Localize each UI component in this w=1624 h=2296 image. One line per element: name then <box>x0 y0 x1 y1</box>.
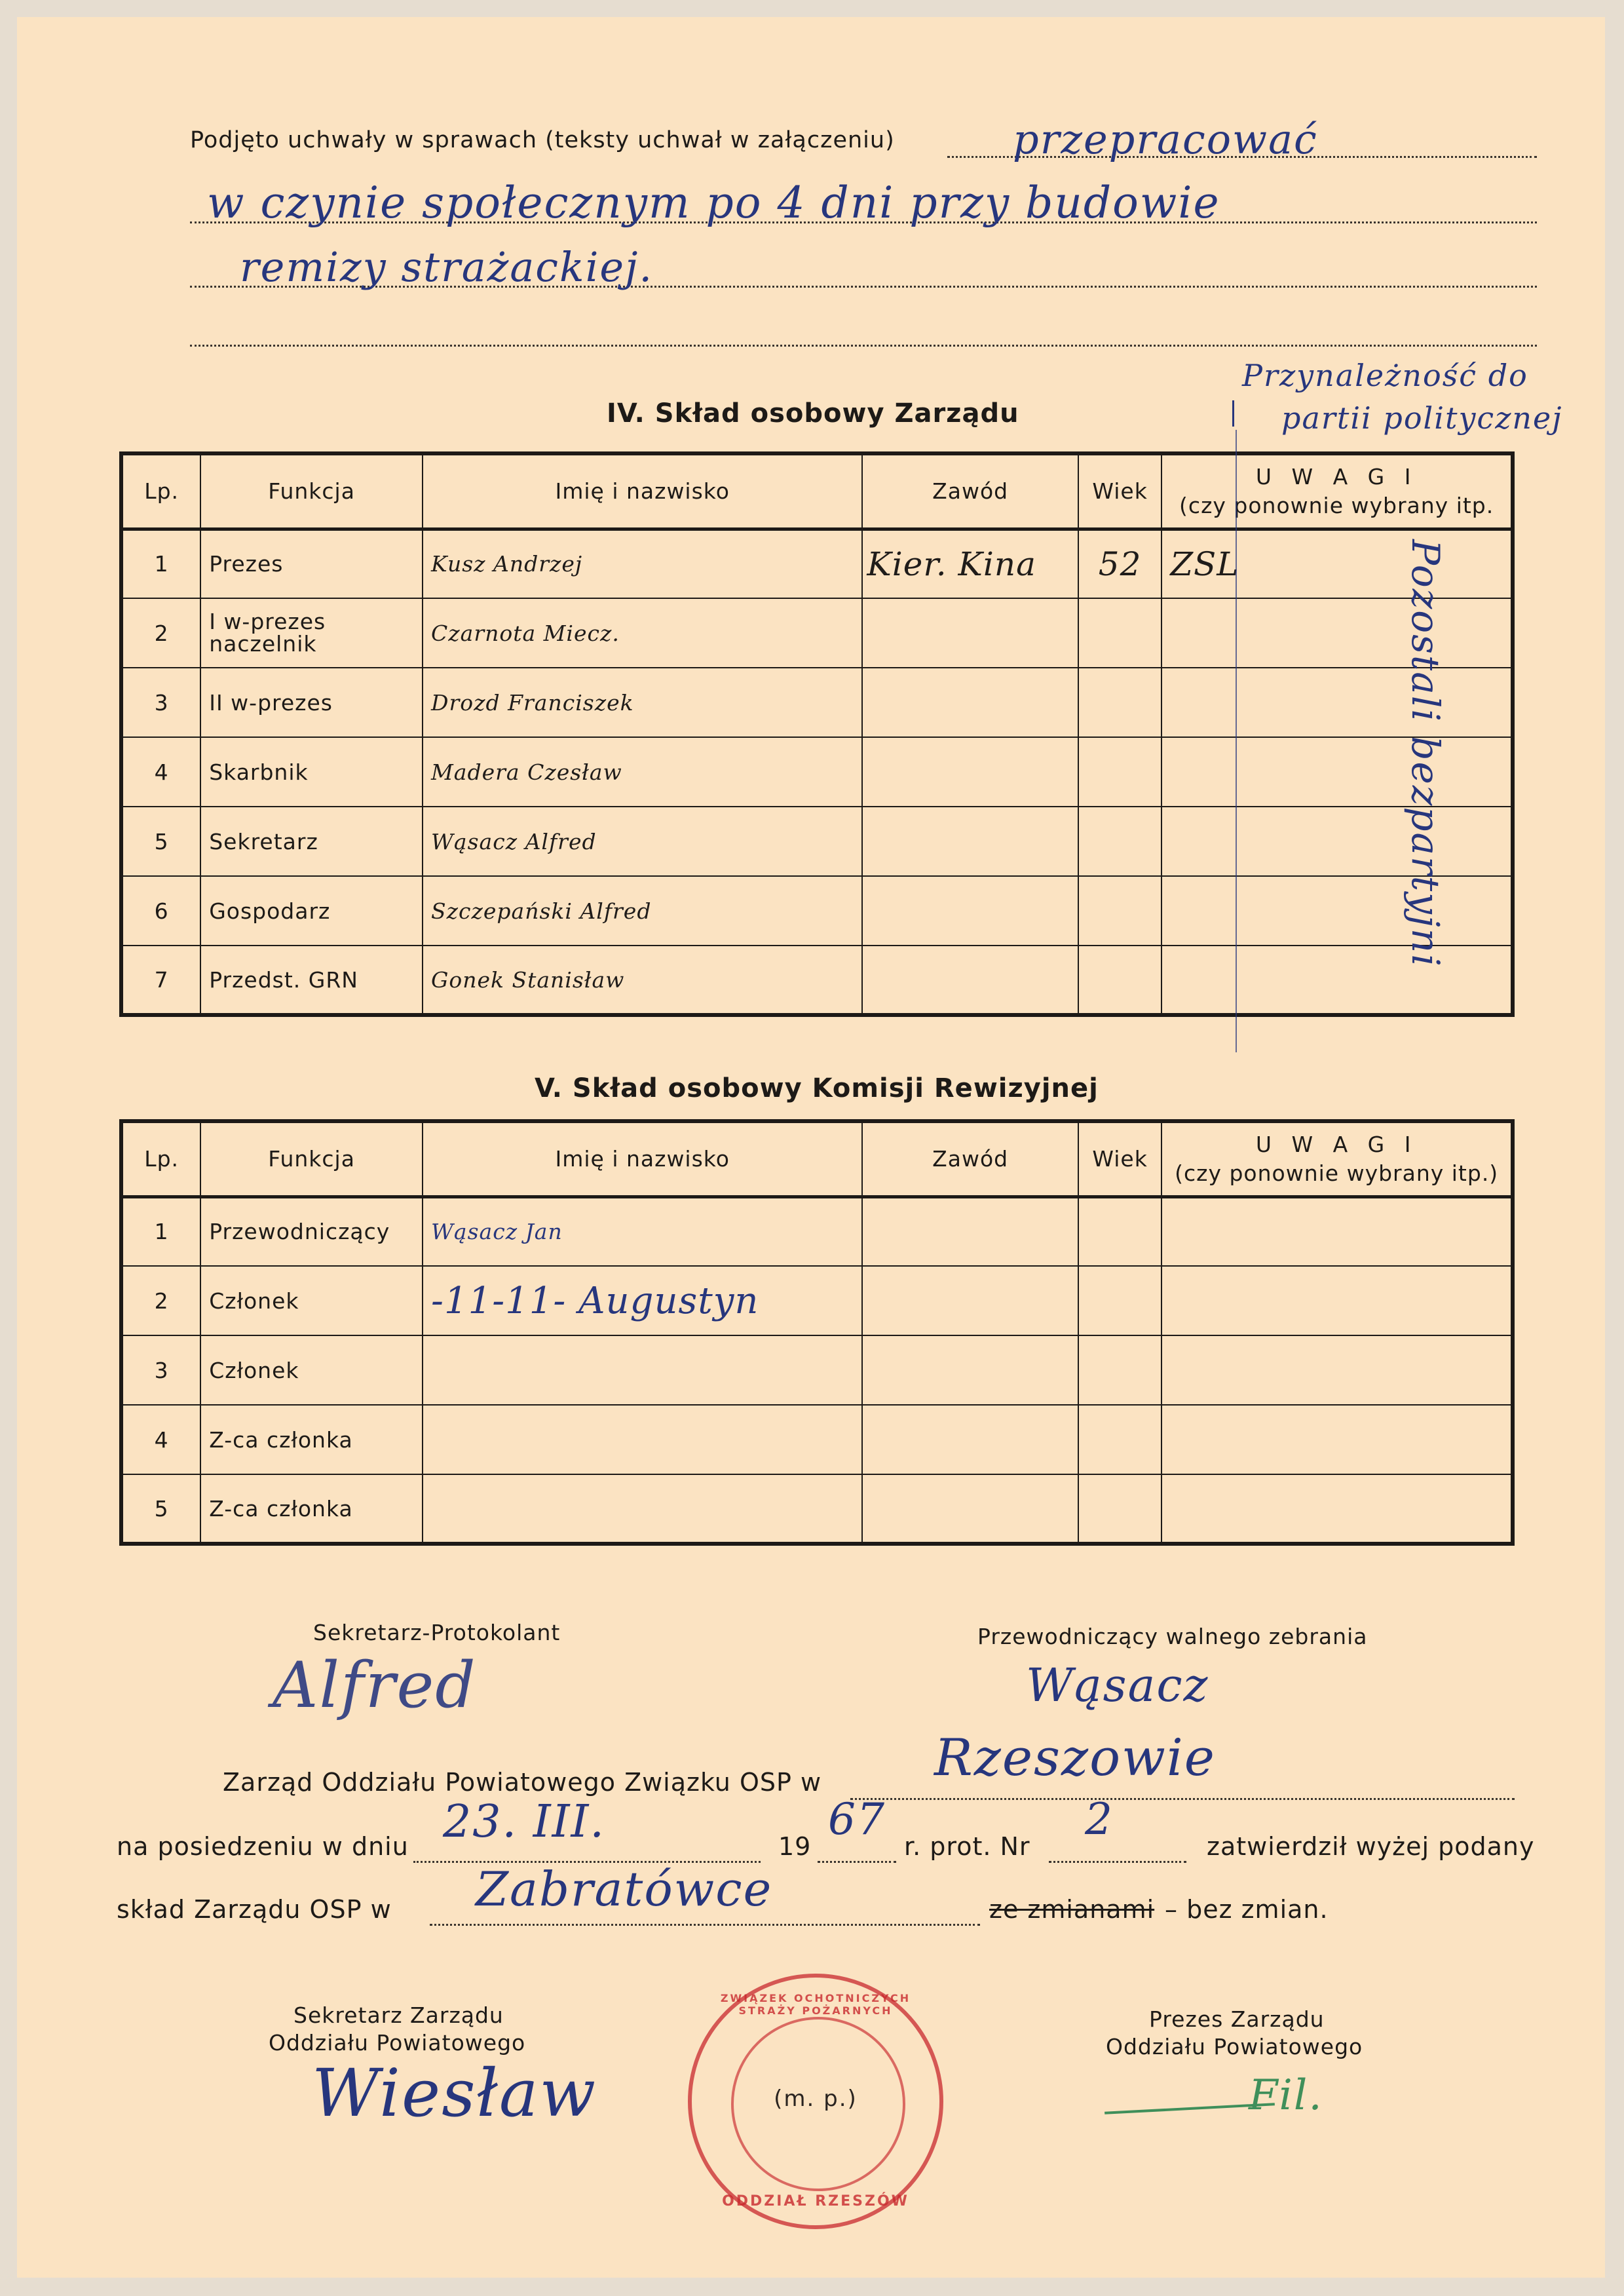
row-age <box>1078 1266 1161 1335</box>
row-occupation <box>862 1474 1078 1544</box>
row-remarks <box>1161 737 1513 807</box>
table-row <box>121 876 1513 946</box>
row-age <box>1078 946 1161 1015</box>
resolutions-label: Podjęto uchwały w sprawach (teksty uchwał w załączeniu) <box>190 127 895 153</box>
row-age <box>1078 1196 1161 1266</box>
row-occupation <box>862 1405 1078 1474</box>
stamp-bottom-text: ODDZIAŁ RZESZÓW <box>722 2193 909 2210</box>
row-remarks <box>1161 946 1513 1015</box>
row-function: Przewodniczący <box>200 1196 423 1266</box>
approval-line2-text-d: zatwierdził wyżej podany <box>1207 1832 1535 1861</box>
row-name: Kusz Andrzej <box>423 529 862 598</box>
row-name: Drozd Franciszek <box>423 668 862 737</box>
row-lp: 6 <box>121 876 200 946</box>
row-remarks: ZSL <box>1161 529 1513 598</box>
approval-date-handwritten: 23. III. <box>443 1796 605 1848</box>
row-function: Sekretarz <box>200 807 423 876</box>
row-lp: 5 <box>121 1474 200 1544</box>
row-age <box>1078 1335 1161 1405</box>
row-name: Szczepański Alfred <box>423 876 862 946</box>
table-row <box>121 1335 1513 1405</box>
header-age: Wiek <box>1078 1121 1161 1196</box>
resolution-handwritten-1: przepracować <box>1013 115 1318 163</box>
board-section-title: IV. Skład osobowy Zarządu <box>607 398 1019 429</box>
margin-note-bracket <box>1232 400 1234 427</box>
margin-note-line1: Przynależność do <box>1242 358 1528 393</box>
approval-location-handwritten: Zabratówce <box>476 1862 773 1917</box>
row-remarks <box>1161 668 1513 737</box>
row-lp: 2 <box>121 598 200 668</box>
row-function-line1: I w-prezes <box>209 609 326 634</box>
footer-left-signature: Wiesław <box>312 2055 597 2132</box>
row-occupation <box>862 946 1078 1015</box>
row-name: Wąsacz Alfred <box>423 807 862 876</box>
table-row <box>121 598 1513 668</box>
row-function-line2: naczelnik <box>209 631 317 657</box>
row-lp: 2 <box>121 1266 200 1335</box>
table-row <box>121 807 1513 876</box>
row-function: Członek <box>200 1266 423 1335</box>
dotted-line <box>190 345 1537 347</box>
dotted-line <box>430 1924 980 1926</box>
row-function: Członek <box>200 1335 423 1405</box>
document-page <box>17 17 1605 2278</box>
row-age <box>1078 598 1161 668</box>
table-row <box>121 529 1513 598</box>
footer-left-label-2: Oddziału Powiatowego <box>269 2030 526 2056</box>
chair-signature: Wąsacz <box>1026 1658 1209 1712</box>
row-age <box>1078 807 1161 876</box>
dotted-line <box>1049 1861 1186 1863</box>
footer-right-label-1: Prezes Zarządu <box>1149 2006 1325 2032</box>
secretary-protocol-label: Sekretarz-Protokolant <box>313 1620 561 1645</box>
row-name <box>423 1335 862 1405</box>
approval-nr-handwritten: 2 <box>1085 1794 1114 1845</box>
table-row <box>121 737 1513 807</box>
secretary-signature: Alfred <box>273 1649 477 1722</box>
row-occupation <box>862 876 1078 946</box>
row-lp: 1 <box>121 529 200 598</box>
row-lp: 4 <box>121 1405 200 1474</box>
header-occupation: Zawód <box>862 1121 1078 1196</box>
remarks-pencil-line <box>1236 430 1237 1052</box>
approval-year-handwritten: 67 <box>828 1794 886 1845</box>
row-name: Czarnota Miecz. <box>423 598 862 668</box>
header-age: Wiek <box>1078 453 1161 529</box>
dotted-line <box>850 1798 1515 1800</box>
header-lp: Lp. <box>121 453 200 529</box>
row-remarks <box>1161 1474 1513 1544</box>
row-remarks <box>1161 598 1513 668</box>
row-remarks <box>1161 807 1513 876</box>
row-occupation <box>862 1266 1078 1335</box>
header-remarks-title: U W A G I <box>1255 463 1418 489</box>
row-age: 52 <box>1078 529 1161 598</box>
header-name: Imię i nazwisko <box>423 453 862 529</box>
table-row <box>121 1266 1513 1335</box>
row-name: Wąsacz Jan <box>423 1196 862 1266</box>
row-function: II w-prezes <box>200 668 423 737</box>
header-remarks-sub: (czy ponownie wybrany itp. <box>1179 492 1494 518</box>
row-lp: 7 <box>121 946 200 1015</box>
row-function <box>200 598 423 668</box>
footer-right-label-2: Oddziału Powiatowego <box>1106 2034 1363 2059</box>
row-lp: 3 <box>121 1335 200 1405</box>
approval-district-handwritten: Rzeszowie <box>934 1729 1216 1788</box>
row-name <box>423 1474 862 1544</box>
table-row <box>121 1405 1513 1474</box>
approval-struck-text: ze zmianami <box>989 1895 1155 1924</box>
official-stamp <box>688 1974 943 2229</box>
row-age <box>1078 668 1161 737</box>
approval-line3-text-b: – bez zmian. <box>1165 1895 1329 1924</box>
board-table <box>119 451 1515 1017</box>
table-row <box>121 1474 1513 1544</box>
row-name: Madera Czesław <box>423 737 862 807</box>
row-lp: 5 <box>121 807 200 876</box>
header-function: Funkcja <box>200 1121 423 1196</box>
header-name: Imię i nazwisko <box>423 1121 862 1196</box>
row-lp: 1 <box>121 1196 200 1266</box>
approval-line1-text: Zarząd Oddziału Powiatowego Związku OSP w <box>223 1768 822 1797</box>
approval-line2-text-c: r. prot. Nr <box>904 1832 1030 1861</box>
row-occupation <box>862 807 1078 876</box>
margin-note-line2: partii politycznej <box>1281 400 1563 436</box>
approval-line2-text-a: na posiedzeniu w dniu <box>117 1832 409 1861</box>
header-remarks <box>1161 453 1513 529</box>
row-age <box>1078 1405 1161 1474</box>
row-occupation <box>862 1335 1078 1405</box>
stamp-mp-label: (m. p.) <box>774 2086 858 2112</box>
header-remarks-title: U W A G I <box>1255 1131 1418 1157</box>
row-occupation <box>862 737 1078 807</box>
stamp-top-text: ZWIĄZEK OCHOTNICZYCH STRAŻY POŻARNYCH <box>720 1992 911 2017</box>
dotted-line <box>818 1861 896 1863</box>
header-lp: Lp. <box>121 1121 200 1196</box>
row-age <box>1078 737 1161 807</box>
row-name <box>423 1405 862 1474</box>
row-remarks <box>1161 1335 1513 1405</box>
row-remarks <box>1161 1196 1513 1266</box>
approval-line3-text-a: skład Zarządu OSP w <box>117 1895 392 1924</box>
row-lp: 3 <box>121 668 200 737</box>
row-remarks <box>1161 1266 1513 1335</box>
row-function: Z-ca członka <box>200 1474 423 1544</box>
row-function: Przedst. GRN <box>200 946 423 1015</box>
table-row <box>121 668 1513 737</box>
row-age <box>1078 1474 1161 1544</box>
audit-section-title: V. Skład osobowy Komisji Rewizyjnej <box>535 1073 1099 1103</box>
row-function: Skarbnik <box>200 737 423 807</box>
row-lp: 4 <box>121 737 200 807</box>
header-remarks <box>1161 1121 1513 1196</box>
audit-table <box>119 1119 1515 1546</box>
row-occupation <box>862 598 1078 668</box>
footer-right-signature: Fil. <box>1249 2071 1323 2120</box>
row-function: Prezes <box>200 529 423 598</box>
row-occupation <box>862 668 1078 737</box>
resolution-handwritten-2: w czynie społecznym po 4 dni przy budowie <box>207 178 1220 228</box>
header-occupation: Zawód <box>862 453 1078 529</box>
row-occupation: Kier. Kina <box>862 529 1078 598</box>
header-remarks-sub: (czy ponownie wybrany itp.) <box>1175 1160 1499 1186</box>
table-row <box>121 1196 1513 1266</box>
footer-left-label-1: Sekretarz Zarządu <box>293 2002 504 2028</box>
header-function: Funkcja <box>200 453 423 529</box>
chair-label: Przewodniczący walnego zebrania <box>977 1624 1368 1649</box>
row-name: Gonek Stanisław <box>423 946 862 1015</box>
board-header-row <box>121 453 1513 529</box>
row-function: Z-ca członka <box>200 1405 423 1474</box>
row-remarks <box>1161 876 1513 946</box>
audit-header-row <box>121 1121 1513 1196</box>
resolution-handwritten-3: remizy strażackiej. <box>240 243 654 291</box>
row-occupation <box>862 1196 1078 1266</box>
row-name: -11-11- Augustyn <box>423 1266 862 1335</box>
vertical-remarks-note: Pozostali bezpartyjni <box>1403 539 1448 968</box>
row-function: Gospodarz <box>200 876 423 946</box>
row-remarks <box>1161 1405 1513 1474</box>
approval-line2-text-b: 19 <box>778 1832 812 1861</box>
table-row <box>121 946 1513 1015</box>
row-age <box>1078 876 1161 946</box>
